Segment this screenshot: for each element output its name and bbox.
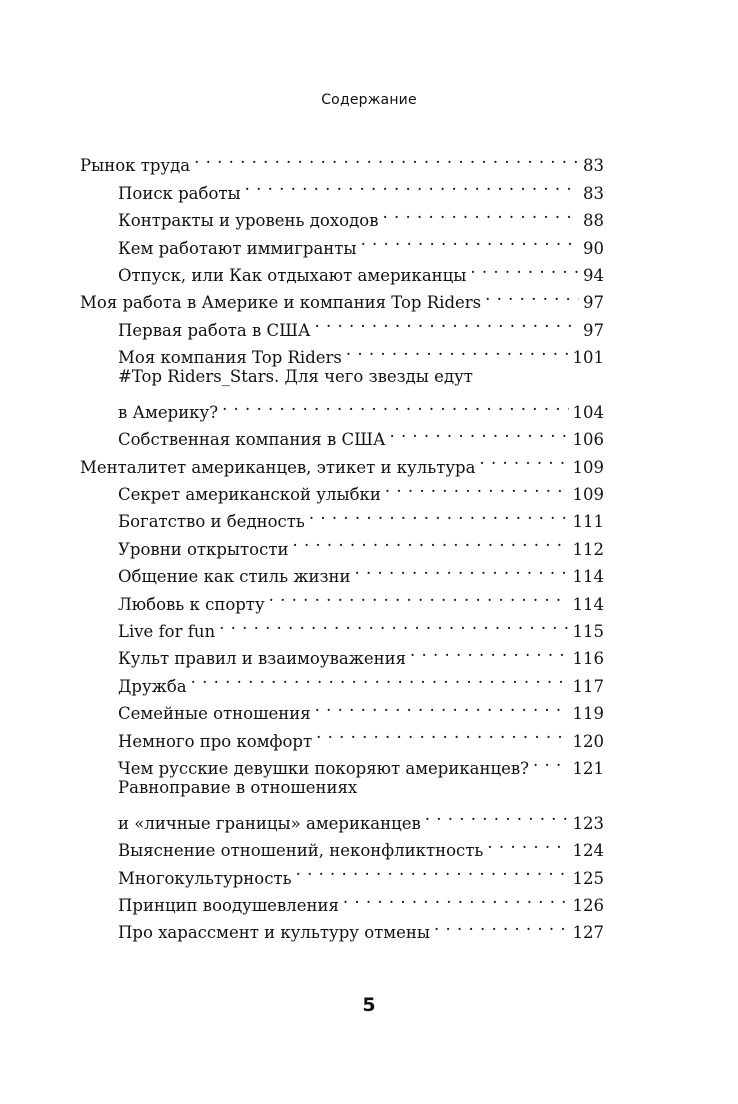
entry-title-line1: Равноправие в отношениях [118,777,358,797]
page-number: 115 [572,622,604,642]
dot-leader [269,582,569,609]
entry-title: Богатство и бедность [118,512,305,532]
page-number: 104 [572,402,604,422]
entry-title: Чем русские девушки покоряют американцев? [118,758,530,778]
page-number: 88 [583,211,604,231]
dot-leader [485,281,579,308]
page-number: 112 [572,539,604,559]
chapter-title: Рынок труда [80,156,191,176]
entry-title: Отпуск, или Как отдыхают американцы [118,265,467,285]
entry-title: Принцип воодушевления [118,895,339,915]
entry-title: Моя компания Top Riders [118,348,342,368]
entry-title: Многокультурность [118,868,292,888]
entry-title: Кем работают иммигранты [118,238,357,258]
dot-leader [383,199,580,226]
entry-title: Live for fun [118,622,216,642]
page-number: 90 [583,238,604,258]
page-number: 111 [572,512,604,532]
dot-leader [410,637,568,664]
entry-title: Выяснение отношений, неконфликтность [118,841,484,861]
dot-leader [389,418,568,445]
page-number: 127 [572,923,604,943]
page-number: 109 [572,485,604,505]
page-number: 117 [572,676,604,696]
page-number: 125 [572,868,604,888]
dot-leader [533,747,568,774]
entry-title: Дружба [118,676,187,696]
page-number: 114 [572,594,604,614]
page-number: 106 [572,430,604,450]
entry-title: Уровни открытости [118,539,289,559]
running-head: Содержание [321,92,417,108]
dot-leader [343,884,569,911]
entry-title: Первая работа в США [118,320,311,340]
entry-title: и «личные границы» американцев [118,813,421,833]
entry-title: в Америку? [118,402,219,422]
page-number: 83 [583,156,604,176]
toc-subentry[interactable] [80,801,604,833]
dot-leader [222,391,568,418]
dot-leader [470,254,579,281]
chapter-title: Менталитет американцев, этикет и культура [80,457,476,477]
page-number: 120 [572,731,604,751]
page-number: 97 [583,320,604,340]
page-number: 83 [583,183,604,203]
toc-section [80,281,604,450]
dot-leader [361,226,579,253]
page-number: 123 [572,813,604,833]
dot-leader [385,473,569,500]
dot-leader [425,801,569,828]
entry-title: Любовь к спорту [118,594,265,614]
page-number: 126 [572,895,604,915]
toc-subentry-line1[interactable] [80,363,604,390]
entry-title: Семейные отношения [118,704,311,724]
dot-leader [219,610,568,637]
dot-leader [191,664,569,691]
entry-title-line1: #Top Riders_Stars. Для чего звезды едут [118,367,473,387]
toc-chapter-entry[interactable] [80,144,604,176]
dot-leader [314,308,579,335]
dot-leader [315,692,569,719]
dot-leader [245,171,579,198]
page-number: 124 [572,841,604,861]
page-folio: 5 [362,994,376,1016]
dot-leader [346,336,569,363]
page-number: 101 [572,348,604,368]
chapter-title: Моя работа в Америке и компания Top Riders [80,293,482,313]
toc-section [80,445,604,943]
entry-title: Культ правил и взаимоуважения [118,649,407,669]
page-number: 116 [572,649,604,669]
entry-title: Собственная компания в США [118,430,386,450]
page-number: 97 [583,293,604,313]
dot-leader [316,719,568,746]
page-number: 109 [572,457,604,477]
dot-leader [292,527,568,554]
entry-title: Контракты и уровень доходов [118,211,379,231]
dot-leader [194,144,579,171]
page-number: 94 [583,265,604,285]
page-number: 119 [572,704,604,724]
page-number: 121 [572,758,604,778]
entry-title: Поиск работы [118,183,241,203]
table-of-contents [80,144,604,943]
dot-leader [296,856,569,883]
page-number: 114 [572,567,604,587]
toc-subentry[interactable] [80,391,604,422]
dot-leader [434,911,569,938]
entry-title: Немного про комфорт [118,731,313,751]
dot-leader [309,500,569,527]
toc-section [80,144,604,285]
entry-title: Общение как стиль жизни [118,567,351,587]
dot-leader [487,829,568,856]
dot-leader [479,445,568,472]
entry-title: Про харассмент и культуру отмены [118,923,430,943]
entry-title: Секрет американской улыбки [118,485,381,505]
dot-leader [355,555,569,582]
